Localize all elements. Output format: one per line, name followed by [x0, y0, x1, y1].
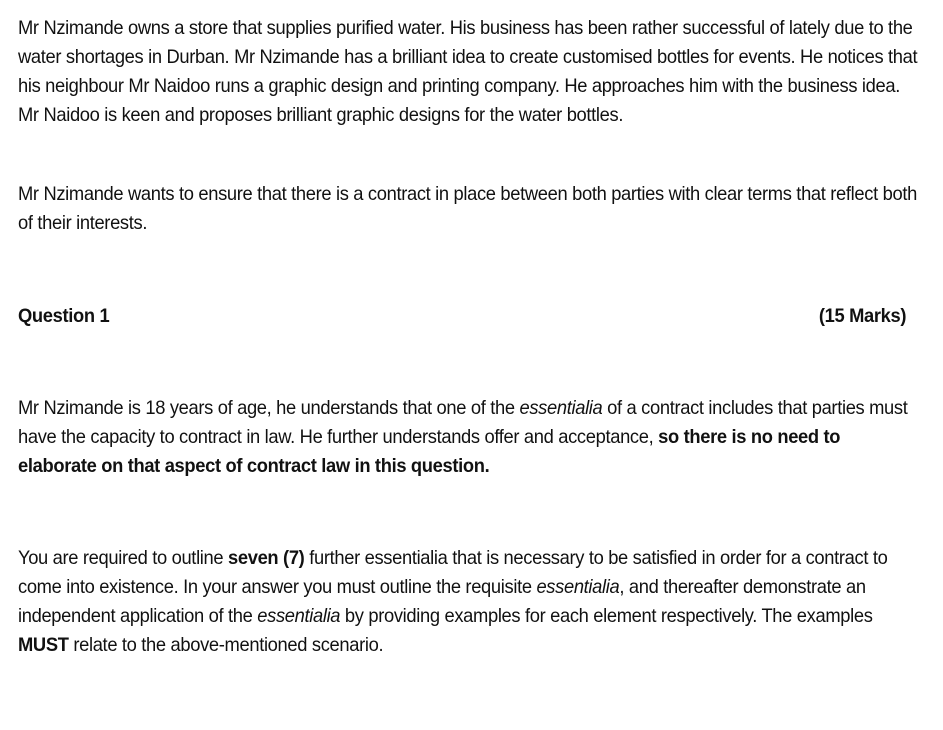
scenario-paragraph: Mr Nzimande owns a store that supplies purified water. His business has been rather successful of lately due to the water shortages in Durban. Mr Nzimande has a brilliant idea to create customised bottles for events. He notices that his neighbour Mr Naidoo runs a graphic design and printing company. He approaches him with the business idea. Mr Naidoo is keen and proposes brilliant graphic designs for the water bottles.: [18, 18, 918, 126]
task-count: seven (7): [228, 548, 305, 569]
capacity-text-2: of a contract includes that parties must have the capacity to contract in law. He further understands offer and acceptance,: [18, 398, 908, 448]
essentialia-term: essentialia: [536, 577, 620, 598]
task-text-2: further essentialia that is necessary to be satisfied in order for a contract to come into existence. In your answer you must outline the requisite: [18, 548, 888, 598]
task-text-1: You are required to outline: [18, 548, 229, 569]
essentialia-term: essentialia: [519, 398, 603, 419]
capacity-paragraph: [18, 394, 923, 481]
contract-intent-paragraph: Mr Nzimande wants to ensure that there is a contract in place between both parties with clear terms that reflect both of their interests.: [18, 184, 917, 234]
question-title: Question 1: [18, 306, 110, 327]
task-text-4: by providing examples for each element respectively. The examples: [340, 606, 873, 627]
task-text-3: , and thereafter demonstrate an independent application of the: [18, 577, 866, 627]
question-heading: [18, 302, 906, 331]
capacity-text-1: Mr Nzimande is 18 years of age, he understands that one of the: [18, 398, 520, 419]
task-must: MUST: [18, 635, 69, 656]
capacity-instruction: so there is no need to elaborate on that aspect of contract law in this question.: [18, 427, 841, 477]
task-paragraph: [18, 544, 923, 660]
task-text-5: relate to the above-mentioned scenario.: [68, 635, 384, 656]
essentialia-term: essentialia: [257, 606, 341, 627]
question-marks: (15 Marks): [818, 306, 907, 327]
